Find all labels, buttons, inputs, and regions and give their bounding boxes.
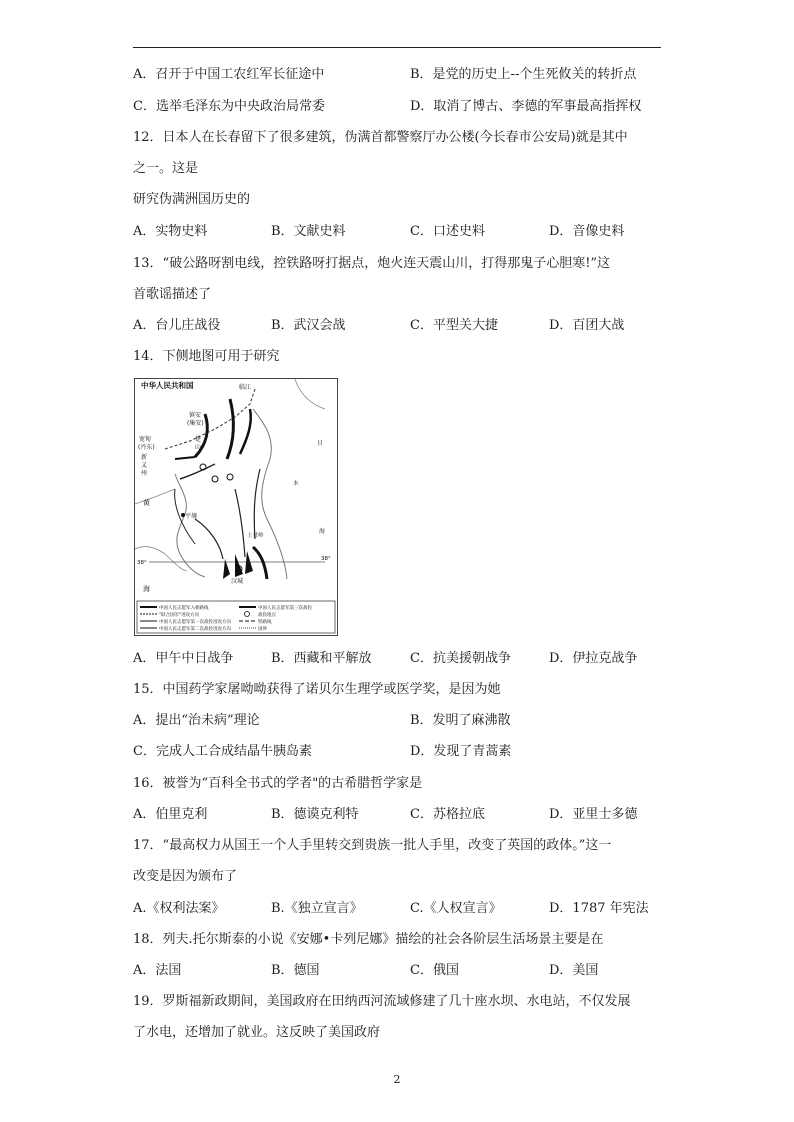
map-label-sea: 海 xyxy=(143,585,150,593)
map-label: 日 xyxy=(317,440,324,447)
map-label-yellow-sea: 黄 xyxy=(143,499,150,507)
legend-item: 铁路线 xyxy=(258,620,272,625)
map-label-seoul: 汉城 xyxy=(231,578,244,585)
q16-stem: 16．被誉为“百科全书式的学者"的古希腊哲学家是 xyxy=(133,776,423,791)
header-rule xyxy=(133,47,661,48)
map-title: 中华人民共和国 xyxy=(141,381,194,390)
legend-item: 国界 xyxy=(258,627,267,632)
q14-option-b: B．西藏和平解放 xyxy=(271,651,372,666)
q13-option-d: D．百团大战 xyxy=(549,318,625,333)
q12-option-c: C．口述史料 xyxy=(410,224,485,239)
map-label: 州 xyxy=(141,470,148,477)
q14-option-d: D．伊拉克战争 xyxy=(549,651,638,666)
q16-option-d: D．亚里士多德 xyxy=(549,807,638,822)
page-number: 2 xyxy=(393,1073,401,1086)
map-label-38: 38° xyxy=(321,556,331,562)
map-label: (丹东) xyxy=(138,444,155,451)
q13-option-a: A．台儿庄战役 xyxy=(133,318,221,333)
q17-option-c: C.《人权宣言》 xyxy=(410,901,502,916)
q19-stem-line-1: 19．罗斯福新政期间，美国政府在田纳西河流域修建了几十座水坝、水电站，不仅发展 xyxy=(133,994,631,1009)
q14-option-c: C．抗美援朝战争 xyxy=(410,651,511,666)
q18-option-d: D．美国 xyxy=(549,963,599,978)
map-label-linjiang: 临江 xyxy=(239,384,252,391)
q16-option-c: C．苏格拉底 xyxy=(410,807,485,822)
map-label: (集安) xyxy=(187,420,204,427)
q12-option-d: D．音像史料 xyxy=(549,224,625,239)
q13-stem-line-2: 首歌谣描述了 xyxy=(133,287,212,302)
q15-stem: 15．中国药学家屠呦呦获得了诺贝尔生理学或医学奖，是因为她 xyxy=(133,682,501,697)
q12-stem-line-1: 12．日本人在长春留下了很多建筑，伪满首都警察厅办公楼(今长春市公安局)就是其中 xyxy=(133,130,628,145)
q18-option-c: C．俄国 xyxy=(410,963,459,978)
legend-item: 中国人民志愿军第二次战役进攻方向 xyxy=(159,627,231,632)
q11-option-d: D．取消了博古、李德的军事最高指挥权 xyxy=(410,99,642,114)
q16-option-a: A．伯里克利 xyxy=(133,807,208,822)
q13-stem-line-1: 13．“破公路呀割电线，控铁路呀打据点，炮火连天震山川，打得那鬼子心胆寒!”这 xyxy=(133,256,611,271)
map-label: 宽甸 xyxy=(139,436,152,443)
map-label-shangganling: 上甘岭 xyxy=(247,533,264,539)
q12-stem-line-3: 研究伪满洲国历史的 xyxy=(133,192,251,207)
q17-option-a: A.《权利法案》 xyxy=(133,901,225,916)
legend-item: 中国人民志愿军入朝路线 xyxy=(159,606,209,611)
legend-item: 中国人民志愿军第三次战役 xyxy=(258,606,312,611)
q11-option-c: C．选举毛泽东为中央政治局常委 xyxy=(133,99,325,114)
q15-option-b: B．发明了麻沸散 xyxy=(410,713,511,728)
q11-option-a: A．召开于中国工农红军长征途中 xyxy=(133,67,325,82)
q14-stem: 14．下侧地图可用于研究 xyxy=(133,349,280,364)
q18-option-b: B．德国 xyxy=(271,963,320,978)
map-label-38: 38° xyxy=(137,560,147,566)
q15-option-d: D．发现了青蒿素 xyxy=(410,744,512,759)
map-label: 本 xyxy=(293,481,299,487)
map-label: 镇安 xyxy=(189,412,202,419)
q19-stem-line-2: 了水电，还增加了就业。这反映了美国政府 xyxy=(133,1025,381,1040)
q14-option-a: A．甲午中日战争 xyxy=(133,651,234,666)
q12-option-b: B．文献史料 xyxy=(271,224,346,239)
q16-option-b: B．德谟克利特 xyxy=(271,807,359,822)
legend-item: 中国人民志愿军第一次战役进攻方向 xyxy=(159,620,231,625)
legend-item: 战役地点 xyxy=(258,613,276,618)
q11-option-b: B．是党的历史上-‐个生死攸关的转折点 xyxy=(410,67,637,82)
q13-option-b: B．武汉会战 xyxy=(271,318,346,333)
q15-option-c: C．完成人工合成结晶牛胰岛素 xyxy=(133,744,312,759)
legend-item: "联合国军"进攻方向 xyxy=(159,613,200,618)
map-label: 山 xyxy=(195,444,202,451)
map-label: 楚 xyxy=(195,436,202,443)
map-label: 海 xyxy=(319,528,326,535)
q18-stem: 18．列夫.托尔斯泰的小说《安娜•卡列尼娜》描绘的社会各阶层生活场景主要是在 xyxy=(133,932,604,947)
q17-stem-line-2: 改变是因为颁布了 xyxy=(133,869,238,884)
q18-option-a: A．法国 xyxy=(133,963,182,978)
q12-option-a: A．实物史料 xyxy=(133,224,208,239)
q17-option-d: D．1787 年宪法 xyxy=(549,901,649,916)
map-label-pyongyang: 平壤 xyxy=(185,513,198,520)
q12-stem-line-2: 之一。这是 xyxy=(133,161,199,176)
q13-option-c: C．平型关大捷 xyxy=(410,318,498,333)
map-label: 新 xyxy=(141,454,148,461)
q15-option-a: A．提出“治未病”理论 xyxy=(133,713,260,728)
map-label: 义 xyxy=(141,462,148,469)
q17-stem-line-1: 17．“最高权力从国王一个人手里转交到贵族一批人手里，改变了英国的政体。”这一 xyxy=(133,838,612,853)
korean-war-map xyxy=(134,378,338,636)
q17-option-b: B.《独立宣言》 xyxy=(271,901,363,916)
